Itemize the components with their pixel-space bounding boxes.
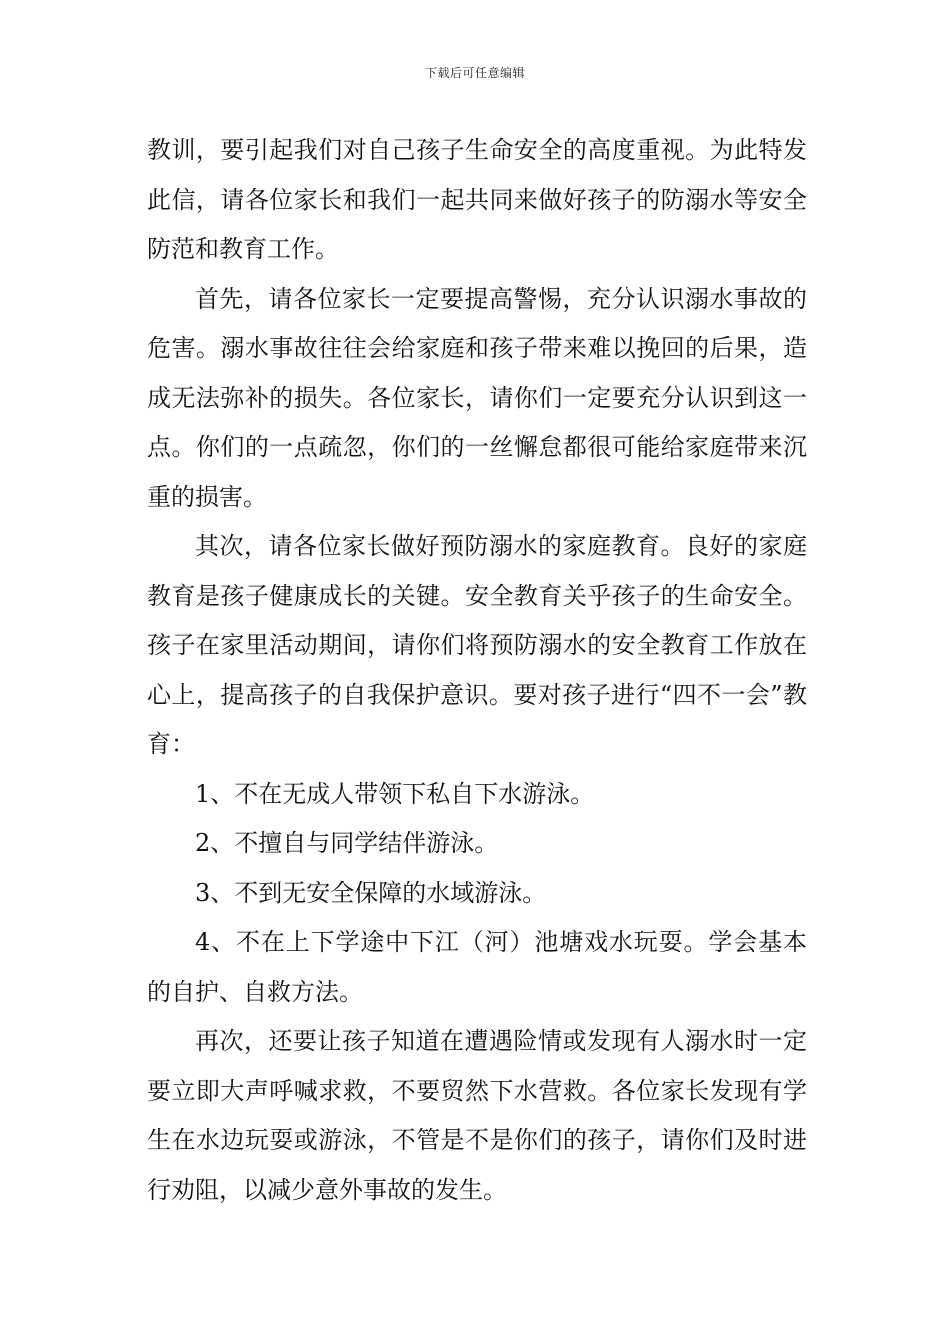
rule-item-4: 4、不在上下学途中下江（河）池塘戏水玩耍。学会基本的自护、自救方法。 [147, 928, 807, 1006]
rule-item-2: 2、不擅自与同学结伴游泳。 [195, 829, 499, 857]
letter-body [147, 126, 807, 1215]
paragraph-second: 其次，请各位家长做好预防溺水的家庭教育。良好的家庭教育是孩子健康成长的关键。安全教育关乎孩子的生命安全。孩子在家里活动期间，请你们将预防溺水的安全教育工作放在心上，提高孩子的自我保护意识。要对孩子进行“四不一会”教育： [147, 532, 807, 758]
rule-item-1: 1、不在无成人带领下私自下水游泳。 [195, 779, 595, 808]
paragraph-lesson: 教训，要引起我们对自己孩子生命安全的高度重视。为此特发此信，请各位家长和我们一起共同来做好孩子的防溺水等安全防范和教育工作。 [147, 136, 807, 263]
paragraph-third: 再次，还要让孩子知道在遭遇险情或发现有人溺水时一定要立即大声呼喊求救，不要贸然下水营救。各位家长发现有学生在水边玩耍或游泳，不管是不是你们的孩子，请你们及时进行劝阻，以减少意外事故的发生。 [147, 1027, 807, 1204]
paragraph-first: 首先，请各位家长一定要提高警惕，充分认识溺水事故的危害。溺水事故往往会给家庭和孩子带来难以挽回的后果，造成无法弥补的损失。各位家长，请你们一定要充分认识到这一点。你们的一点疏忽，你们的一丝懈怠都很可能给家庭带来沉重的损害。 [147, 284, 807, 511]
rule-item-3: 3、不到无安全保障的水域游泳。 [195, 878, 547, 907]
page-header: 下载后可任意编辑 [424, 66, 525, 80]
